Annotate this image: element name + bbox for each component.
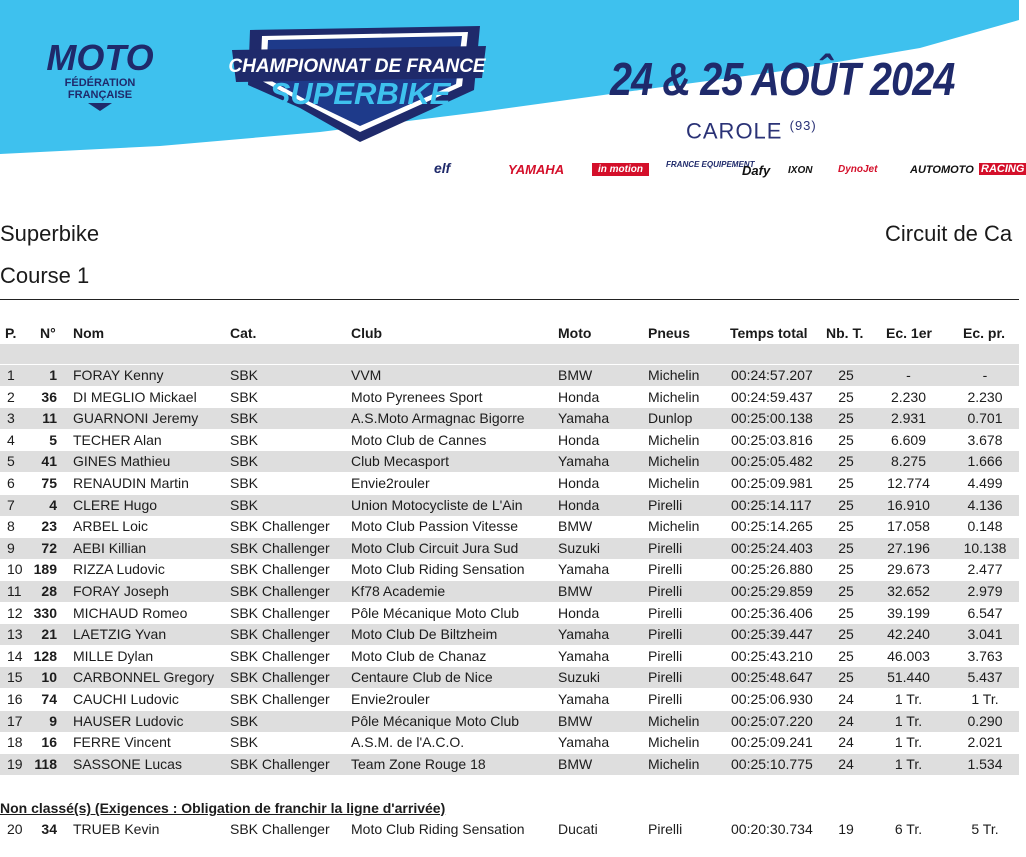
cell-club: Moto Pyrenees Sport: [351, 388, 483, 405]
cell-bike: Suzuki: [558, 539, 601, 556]
event-venue: [686, 118, 817, 144]
table-row: [0, 495, 1019, 516]
cell-gap-previous: 1.534: [967, 755, 1003, 772]
cell-club: Envie2rouler: [351, 475, 430, 491]
cell-total-time: 00:24:57.207: [731, 367, 813, 383]
table-row: [0, 819, 1019, 840]
cell-total-time: 00:25:00.138: [731, 410, 813, 427]
cell-laps: 25: [838, 604, 854, 621]
table-row: [0, 365, 1019, 386]
cell-bib-number: 128: [33, 647, 57, 664]
table-row: [0, 603, 1019, 624]
cell-tyres: Pirelli: [648, 496, 683, 513]
cell-gap-previous: 1 Tr.: [971, 691, 999, 707]
cell-tyres: Michelin: [648, 734, 700, 751]
cell-gap-previous: 2.230: [967, 388, 1003, 405]
cell-total-time: 00:25:14.117: [731, 496, 812, 513]
cell-laps: 24: [838, 755, 854, 772]
table-row: [0, 408, 1019, 429]
cell-gap-leader: 32.652: [887, 583, 930, 599]
cell-position: 5: [7, 453, 15, 470]
sponsor-racing: RACING: [981, 163, 1025, 175]
table-row: [0, 711, 1019, 732]
table-row: [0, 538, 1019, 559]
cell-bib-number: 5: [49, 431, 57, 448]
cell-bib-number: 41: [41, 453, 57, 470]
cell-bib-number: 330: [33, 604, 57, 621]
table-row: [0, 473, 1019, 494]
cell-bike: Yamaha: [558, 453, 610, 470]
championship-line2: SUPERBIKE: [269, 76, 451, 111]
col-number: N°: [40, 325, 56, 341]
col-position: P.: [5, 325, 17, 341]
cell-category: SBK: [230, 712, 259, 729]
cell-bib-number: 36: [41, 388, 57, 405]
cell-gap-previous: 0.701: [967, 410, 1003, 427]
cell-total-time: 00:25:24.403: [731, 539, 813, 556]
moto-logo-line2: FRANÇAISE: [67, 89, 133, 101]
table-row: [0, 451, 1019, 472]
cell-gap-leader: 1 Tr.: [894, 712, 923, 729]
cell-club: Kf78 Academie: [351, 583, 446, 599]
cell-club: Pôle Mécanique Moto Club: [351, 604, 520, 621]
sponsor-inmotion: in motion: [592, 163, 649, 176]
cell-tyres: Michelin: [648, 518, 700, 535]
cell-position: 12: [7, 604, 23, 621]
cell-gap-leader: 16.910: [887, 496, 930, 513]
sponsor-elf: elf: [434, 160, 451, 176]
cell-position: 6: [7, 475, 15, 491]
cell-bike: Yamaha: [558, 734, 610, 751]
cell-rider-name: GINES Mathieu: [73, 453, 171, 470]
cell-rider-name: DI MEGLIO Mickael: [73, 388, 197, 405]
cell-position: 10: [7, 561, 23, 578]
cell-category: SBK Challenger: [230, 604, 330, 621]
cell-total-time: 00:25:29.859: [731, 583, 813, 599]
cell-gap-leader: 6 Tr.: [894, 821, 923, 837]
cell-laps: 25: [838, 626, 854, 643]
cell-category: SBK Challenger: [230, 539, 330, 556]
cell-club: Moto Club Riding Sensation: [351, 821, 525, 837]
cell-tyres: Pirelli: [648, 647, 683, 664]
cell-category: SBK: [230, 453, 259, 470]
cell-laps: 25: [838, 410, 854, 427]
cell-gap-previous: -: [982, 367, 988, 383]
cell-laps: 25: [838, 388, 854, 405]
cell-total-time: 00:25:09.241: [731, 734, 813, 751]
table-row: [0, 667, 1019, 688]
cell-rider-name: TECHER Alan: [73, 431, 162, 448]
cell-gap-previous: 4.499: [967, 475, 1003, 491]
cell-laps: 25: [838, 475, 854, 491]
cell-laps: 25: [838, 431, 854, 448]
cell-position: 15: [7, 669, 23, 686]
cell-position: 7: [7, 496, 15, 513]
cell-bike: BMW: [558, 712, 593, 729]
cell-total-time: 00:24:59.437: [731, 388, 813, 405]
cell-total-time: 00:25:07.220: [731, 712, 813, 729]
sponsor-automoto: AUTOMOTO: [910, 164, 974, 176]
cell-total-time: 00:25:26.880: [731, 561, 813, 578]
cell-category: SBK Challenger: [230, 647, 330, 664]
cell-club: Union Motocycliste de L'Ain: [351, 496, 523, 513]
sponsor-dafy: Dafy: [742, 163, 771, 178]
cell-position: 11: [7, 583, 22, 599]
circuit-name: Circuit de Ca: [885, 221, 1013, 246]
cell-position: 17: [7, 712, 23, 729]
cell-bib-number: 23: [41, 518, 57, 535]
cell-laps: 25: [838, 583, 854, 599]
cell-bike: BMW: [558, 755, 593, 772]
cell-position: 2: [7, 388, 15, 405]
cell-category: SBK: [230, 475, 259, 491]
cell-rider-name: RIZZA Ludovic: [73, 561, 165, 578]
cell-category: SBK Challenger: [230, 691, 330, 707]
cell-category: SBK Challenger: [230, 669, 330, 686]
cell-position: 3: [7, 410, 15, 427]
table-row: [0, 624, 1019, 645]
sponsor-yamaha: YAMAHA: [508, 162, 565, 177]
cell-bib-number: 4: [49, 496, 57, 513]
cell-laps: 25: [838, 669, 854, 686]
cell-laps: 25: [838, 561, 854, 578]
cell-gap-leader: 29.673: [887, 561, 930, 578]
event-date: 24 & 25 AOÛT 2024: [610, 53, 955, 105]
venue-name: CAROLE: [686, 118, 783, 144]
cell-total-time: 00:25:36.406: [731, 604, 813, 621]
cell-bike: Yamaha: [558, 410, 610, 427]
header-divider: [0, 299, 1019, 300]
col-tyres: Pneus: [648, 325, 691, 341]
cell-tyres: Dunlop: [648, 410, 693, 427]
table-row: [0, 732, 1019, 753]
cell-bike: BMW: [558, 518, 593, 535]
cell-rider-name: ARBEL Loic: [73, 518, 148, 535]
cell-bike: Honda: [558, 604, 600, 621]
cell-rider-name: CAUCHI Ludovic: [73, 691, 179, 707]
cell-bike: Honda: [558, 388, 600, 405]
table-row: [0, 430, 1019, 451]
cell-laps: 25: [838, 539, 854, 556]
cell-total-time: 00:25:06.930: [731, 691, 813, 707]
cell-gap-leader: 27.196: [887, 539, 930, 556]
cell-gap-leader: 6.609: [890, 431, 927, 448]
championship-line1: CHAMPIONNAT DE FRANCE: [228, 56, 486, 77]
cell-rider-name: LAETZIG Yvan: [73, 626, 167, 643]
cell-total-time: 00:25:48.647: [731, 669, 813, 686]
cell-gap-leader: 17.058: [887, 518, 930, 535]
cell-gap-leader: 1 Tr.: [894, 755, 923, 772]
non-classified-title: Non classé(s) (Exigences : Obligation de franchir la ligne d'arrivée): [0, 800, 446, 816]
cell-position: 13: [7, 626, 23, 643]
cell-position: 8: [7, 518, 15, 535]
moto-logo-line1: FÉDÉRATION: [64, 77, 136, 89]
cell-tyres: Michelin: [648, 755, 700, 772]
cell-gap-leader: 2.931: [890, 410, 927, 427]
cell-rider-name: FERRE Vincent: [73, 734, 171, 751]
cell-gap-previous: 5.437: [967, 669, 1003, 686]
cell-tyres: Michelin: [648, 712, 700, 729]
cell-rider-name: AEBI Killian: [73, 539, 147, 556]
cell-club: A.S.Moto Armagnac Bigorre: [351, 410, 525, 427]
cell-category: SBK Challenger: [230, 583, 330, 599]
cell-category: SBK: [230, 367, 259, 383]
cell-tyres: Michelin: [648, 453, 700, 470]
cell-tyres: Pirelli: [648, 539, 683, 556]
cell-gap-leader: 42.240: [887, 626, 930, 643]
cell-bib-number: 1: [49, 367, 57, 383]
venue-dept: (93): [789, 118, 817, 133]
cell-rider-name: FORAY Kenny: [73, 367, 164, 383]
cell-tyres: Michelin: [648, 388, 700, 405]
cell-position: 1: [7, 367, 15, 383]
table-row: [0, 646, 1019, 667]
cell-club: Team Zone Rouge 18: [351, 755, 486, 772]
table-row: [0, 689, 1019, 710]
cell-bike: Honda: [558, 431, 600, 448]
cell-total-time: 00:20:30.734: [731, 821, 813, 837]
cell-total-time: 00:25:14.265: [731, 518, 813, 535]
cell-position: 18: [7, 734, 23, 751]
cell-gap-previous: 2.021: [967, 734, 1003, 751]
cell-laps: 25: [838, 496, 854, 513]
cell-gap-leader: 1 Tr.: [894, 691, 923, 707]
cell-position: 20: [7, 821, 23, 837]
cell-rider-name: FORAY Joseph: [73, 583, 169, 599]
race-title: Course 1: [0, 263, 90, 288]
cell-club: Envie2rouler: [351, 691, 430, 707]
cell-club: VVM: [351, 367, 382, 383]
cell-position: 19: [7, 755, 23, 772]
cell-rider-name: MICHAUD Romeo: [73, 604, 188, 621]
category-title: Superbike: [0, 221, 100, 246]
cell-gap-previous: 0.290: [967, 712, 1003, 729]
cell-gap-previous: 2.979: [967, 583, 1003, 599]
cell-rider-name: CLERE Hugo: [73, 496, 158, 513]
cell-bike: Yamaha: [558, 561, 610, 578]
sponsor-ixon: IXON: [788, 165, 813, 176]
cell-tyres: Pirelli: [648, 626, 683, 643]
cell-rider-name: HAUSER Ludovic: [73, 712, 184, 729]
cell-club: Pôle Mécanique Moto Club: [351, 712, 520, 729]
cell-club: Moto Club de Cannes: [351, 431, 487, 448]
cell-club: Moto Club de Chanaz: [351, 647, 487, 664]
cell-position: 9: [7, 539, 15, 556]
cell-gap-previous: 5 Tr.: [971, 821, 999, 837]
cell-club: Moto Club Circuit Jura Sud: [351, 539, 519, 556]
cell-gap-previous: 1.666: [967, 453, 1003, 470]
col-laps: Nb. T.: [826, 325, 864, 341]
cell-gap-leader: 51.440: [887, 669, 930, 686]
table-row: [0, 754, 1019, 775]
cell-gap-leader: 12.774: [887, 475, 930, 491]
cell-gap-previous: 3.763: [967, 647, 1003, 664]
cell-bib-number: 10: [41, 669, 57, 686]
cell-total-time: 00:25:05.482: [731, 453, 813, 470]
cell-laps: 24: [838, 734, 854, 751]
cell-bike: Honda: [558, 475, 600, 491]
cell-tyres: Michelin: [648, 431, 700, 448]
cell-category: SBK: [230, 734, 259, 751]
cell-tyres: Michelin: [648, 475, 700, 491]
cell-total-time: 00:25:09.981: [731, 475, 813, 491]
cell-bib-number: 34: [41, 821, 57, 837]
cell-club: Club Mecasport: [351, 453, 450, 470]
cell-bib-number: 189: [33, 561, 57, 578]
col-total-time: Temps total: [730, 325, 808, 341]
cell-bike: Yamaha: [558, 626, 610, 643]
cell-bib-number: 72: [41, 539, 57, 556]
cell-bib-number: 118: [34, 755, 57, 772]
cell-category: SBK: [230, 410, 259, 427]
cell-bib-number: 9: [49, 712, 57, 729]
cell-rider-name: MILLE Dylan: [73, 647, 154, 664]
cell-laps: 25: [838, 647, 854, 664]
cell-tyres: Pirelli: [648, 604, 683, 621]
cell-gap-previous: 4.136: [967, 496, 1003, 513]
cell-laps: 25: [838, 453, 854, 470]
cell-tyres: Pirelli: [648, 669, 683, 686]
cell-bib-number: 75: [41, 475, 57, 491]
cell-position: 4: [7, 431, 15, 448]
cell-club: A.S.M. de l'A.C.O.: [351, 734, 465, 751]
cell-tyres: Michelin: [648, 367, 700, 383]
table-row: [0, 516, 1019, 537]
cell-category: SBK: [230, 388, 259, 405]
cell-club: Moto Club De Biltzheim: [351, 626, 498, 643]
cell-tyres: Pirelli: [648, 691, 683, 707]
cell-bib-number: 28: [41, 583, 57, 599]
cell-laps: 24: [838, 691, 854, 707]
cell-bib-number: 11: [42, 410, 57, 427]
cell-rider-name: GUARNONI Jeremy: [73, 410, 199, 427]
cell-bib-number: 74: [41, 691, 57, 707]
cell-bike: Yamaha: [558, 647, 610, 664]
cell-bike: BMW: [558, 367, 593, 383]
cell-laps: 25: [838, 518, 854, 535]
col-category: Cat.: [230, 325, 257, 341]
cell-total-time: 00:25:10.775: [731, 755, 813, 772]
cell-laps: 19: [838, 821, 854, 837]
cell-category: SBK Challenger: [230, 561, 330, 578]
col-gap-previous: Ec. pr.: [963, 325, 1006, 341]
cell-bike: BMW: [558, 583, 593, 599]
cell-rider-name: SASSONE Lucas: [73, 755, 182, 772]
moto-logo-text: MOTO: [46, 37, 154, 78]
cell-gap-leader: 46.003: [887, 647, 930, 664]
cell-total-time: 00:25:43.210: [731, 647, 813, 664]
table-row: [0, 387, 1019, 408]
cell-rider-name: RENAUDIN Martin: [73, 475, 189, 491]
cell-tyres: Pirelli: [648, 561, 683, 578]
cell-gap-leader: 2.230: [890, 388, 927, 405]
cell-category: SBK Challenger: [230, 755, 330, 772]
cell-gap-previous: 3.041: [967, 626, 1003, 643]
cell-gap-previous: 6.547: [967, 604, 1003, 621]
cell-gap-previous: 0.148: [967, 518, 1003, 535]
table-row: [0, 559, 1019, 580]
cell-gap-leader: 8.275: [890, 453, 927, 470]
cell-laps: 25: [838, 367, 854, 383]
cell-gap-leader: 39.199: [887, 604, 930, 621]
sponsor-france-equipement: FRANCE EQUIPEMENT: [666, 160, 755, 169]
cell-gap-previous: 2.477: [967, 561, 1003, 578]
cell-rider-name: CARBONNEL Gregory: [73, 669, 215, 686]
cell-laps: 24: [838, 712, 854, 729]
cell-category: SBK: [230, 431, 259, 448]
cell-rider-name: TRUEB Kevin: [73, 821, 160, 837]
cell-club: Centaure Club de Nice: [351, 669, 493, 686]
sponsor-dynojet: DynoJet: [838, 164, 878, 175]
cell-category: SBK: [230, 496, 259, 513]
col-name: Nom: [73, 325, 105, 341]
cell-position: 14: [7, 647, 23, 664]
cell-gap-previous: 10.138: [963, 539, 1007, 556]
table-header-spacer: [0, 344, 1019, 364]
cell-bike: Ducati: [558, 821, 598, 837]
cell-tyres: Pirelli: [648, 821, 683, 837]
col-bike: Moto: [558, 325, 592, 341]
cell-gap-previous: 3.678: [967, 431, 1003, 448]
col-club: Club: [351, 325, 383, 341]
cell-gap-leader: 1 Tr.: [894, 734, 923, 751]
col-gap-leader: Ec. 1er: [886, 325, 932, 341]
cell-position: 16: [7, 691, 23, 707]
cell-category: SBK Challenger: [230, 821, 330, 837]
cell-club: Moto Club Riding Sensation: [351, 561, 525, 578]
cell-club: Moto Club Passion Vitesse: [351, 518, 519, 535]
cell-bib-number: 16: [41, 734, 57, 751]
cell-bike: Yamaha: [558, 691, 610, 707]
cell-bike: Honda: [558, 496, 600, 513]
table-row: [0, 581, 1019, 602]
cell-bib-number: 21: [41, 626, 57, 643]
cell-total-time: 00:25:39.447: [731, 626, 813, 643]
cell-tyres: Pirelli: [648, 583, 683, 599]
cell-category: SBK Challenger: [230, 518, 330, 535]
cell-gap-leader: -: [906, 367, 911, 383]
cell-bike: Suzuki: [558, 669, 601, 686]
cell-category: SBK Challenger: [230, 626, 330, 643]
cell-total-time: 00:25:03.816: [731, 431, 813, 448]
